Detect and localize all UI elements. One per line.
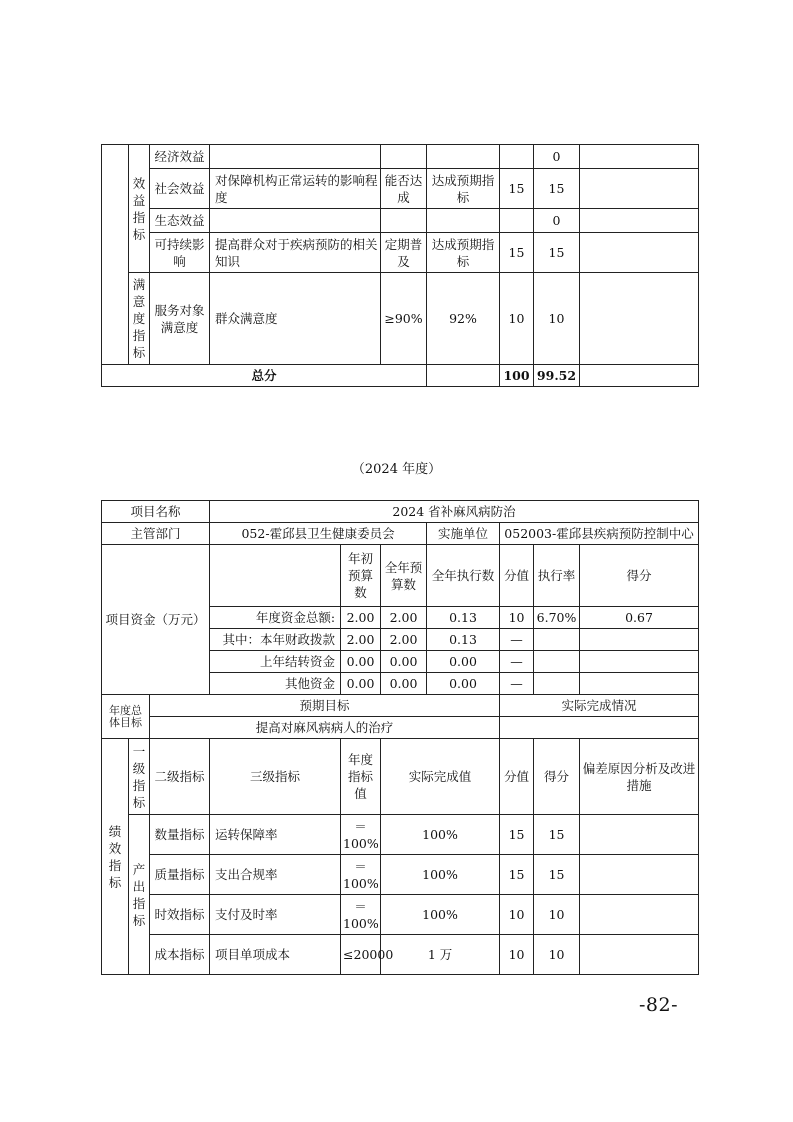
l2-indicator: 服务对象满意度 [150, 273, 210, 365]
actual-value: 100% [381, 815, 500, 855]
score-value: 10 [534, 273, 580, 365]
funds-label: 项目资金（万元） [102, 545, 210, 695]
score-value: 10 [534, 935, 580, 975]
l2-indicator: 社会效益 [150, 169, 210, 209]
funds-start: 0.00 [341, 651, 381, 673]
funds-full: 2.00 [381, 629, 427, 651]
goal-expected-label: 预期目标 [150, 695, 500, 717]
funds-score [580, 673, 699, 695]
score-value: 15 [534, 815, 580, 855]
l3-indicator [210, 145, 381, 169]
weight-value: 10 [500, 935, 534, 975]
performance-table-2024 [101, 500, 699, 975]
l2-indicator: 质量指标 [150, 855, 210, 895]
remark-value [580, 935, 699, 975]
perf-indicator-label: 绩 效 指 标 [102, 739, 129, 975]
remark-value [580, 233, 699, 273]
score-header: 得分 [580, 545, 699, 607]
blank-cell [580, 365, 699, 387]
weight-header: 分值 [500, 545, 534, 607]
score-header: 得分 [534, 739, 580, 815]
benefit-indicator-label: 效 益 指 标 [129, 145, 150, 273]
score-value: 15 [534, 169, 580, 209]
target-value: ≥90% [381, 273, 427, 365]
table-row [102, 501, 699, 523]
l2-indicator: 数量指标 [150, 815, 210, 855]
l3-indicator [210, 209, 381, 233]
l3-indicator: 项目单项成本 [210, 935, 341, 975]
funds-score [580, 629, 699, 651]
remark-value [580, 855, 699, 895]
funds-weight: — [500, 629, 534, 651]
weight-value [500, 145, 534, 169]
blank-cell [102, 145, 129, 365]
remark-value [580, 169, 699, 209]
funds-weight: — [500, 651, 534, 673]
remark-value [580, 815, 699, 855]
table-row [102, 815, 699, 855]
table-row [102, 739, 699, 815]
funds-row-label: 其中：本年财政拨款 [210, 629, 341, 651]
l3-indicator: 对保障机构正常运转的影响程度 [210, 169, 381, 209]
impl-label: 实施单位 [427, 523, 500, 545]
satisfaction-indicator-label: 满 意 度 指 标 [129, 273, 150, 365]
funds-full: 2.00 [381, 607, 427, 629]
weight-value: 10 [500, 895, 534, 935]
l2-header: 二级指标 [150, 739, 210, 815]
funds-exec: 0.13 [427, 629, 500, 651]
l2-indicator: 成本指标 [150, 935, 210, 975]
table-row [102, 935, 699, 975]
year-caption: （2024 年度） [351, 462, 442, 477]
funds-start: 2.00 [341, 607, 381, 629]
remark-header: 偏差原因分析及改进措施 [580, 739, 699, 815]
weight-value: 15 [500, 855, 534, 895]
funds-full: 0.00 [381, 651, 427, 673]
total-score: 99.52 [534, 365, 580, 387]
goal-actual [500, 717, 699, 739]
funds-score: 0.67 [580, 607, 699, 629]
target-value [381, 145, 427, 169]
actual-value: 1 万 [381, 935, 500, 975]
total-label: 总分 [102, 365, 427, 387]
funds-row-label: 其他资金 [210, 673, 341, 695]
score-value: 15 [534, 233, 580, 273]
table-row [102, 855, 699, 895]
weight-value [500, 209, 534, 233]
funds-weight: — [500, 673, 534, 695]
target-value: 能否达成 [381, 169, 427, 209]
table-row [102, 695, 699, 717]
target-value: ＝100% [341, 895, 381, 935]
executed-header: 全年执行数 [427, 545, 500, 607]
dept-label: 主管部门 [102, 523, 210, 545]
actual-value [427, 209, 500, 233]
table-row [102, 145, 699, 169]
score-value: 15 [534, 855, 580, 895]
l1-header: 一 级 指 标 [129, 739, 150, 815]
budget-start-header: 年初预算数 [341, 545, 381, 607]
goal-expected: 提高对麻风病病人的治疗 [150, 717, 500, 739]
target-value [381, 209, 427, 233]
weight-value: 15 [500, 815, 534, 855]
goal-actual-label: 实际完成情况 [500, 695, 699, 717]
remark-value [580, 145, 699, 169]
funds-row-label: 上年结转资金 [210, 651, 341, 673]
dept-value: 052-霍邱县卫生健康委员会 [210, 523, 427, 545]
table-row [102, 545, 699, 607]
funds-exec: 0.00 [427, 651, 500, 673]
table-row [102, 169, 699, 209]
blank-cell [210, 545, 341, 607]
impl-value: 052003-霍邱县疾病预防控制中心 [500, 523, 699, 545]
l2-indicator: 经济效益 [150, 145, 210, 169]
funds-rate: 6.70% [534, 607, 580, 629]
l3-indicator: 支出合规率 [210, 855, 341, 895]
actual-value [427, 145, 500, 169]
project-name: 2024 省补麻风病防治 [210, 501, 699, 523]
weight-value: 10 [500, 273, 534, 365]
remark-value [580, 209, 699, 233]
funds-rate [534, 651, 580, 673]
funds-exec: 0.00 [427, 673, 500, 695]
funds-rate [534, 673, 580, 695]
funds-start: 0.00 [341, 673, 381, 695]
l2-indicator: 时效指标 [150, 895, 210, 935]
total-row [102, 365, 699, 387]
l2-indicator: 生态效益 [150, 209, 210, 233]
project-name-label: 项目名称 [102, 501, 210, 523]
actual-value: 100% [381, 855, 500, 895]
score-value: 0 [534, 209, 580, 233]
weight-value: 15 [500, 169, 534, 209]
blank-cell [427, 365, 500, 387]
target-value: ＝100% [341, 855, 381, 895]
funds-weight: 10 [500, 607, 534, 629]
table-row [102, 209, 699, 233]
funds-row-label: 年度资金总额: [210, 607, 341, 629]
actual-value: 92% [427, 273, 500, 365]
l3-indicator: 提高群众对于疾病预防的相关知识 [210, 233, 381, 273]
rate-header: 执行率 [534, 545, 580, 607]
target-value: ≤20000 [341, 935, 381, 975]
page-number: -82- [639, 994, 679, 1016]
funds-score [580, 651, 699, 673]
target-header: 年度指标值 [341, 739, 381, 815]
remark-value [580, 895, 699, 935]
score-value: 10 [534, 895, 580, 935]
table-row [102, 233, 699, 273]
l3-indicator: 群众满意度 [210, 273, 381, 365]
target-value: 定期普及 [381, 233, 427, 273]
funds-exec: 0.13 [427, 607, 500, 629]
l3-indicator: 运转保障率 [210, 815, 341, 855]
l3-indicator: 支付及时率 [210, 895, 341, 935]
actual-value: 达成预期指标 [427, 233, 500, 273]
l3-header: 三级指标 [210, 739, 341, 815]
l2-indicator: 可持续影响 [150, 233, 210, 273]
score-value: 0 [534, 145, 580, 169]
actual-value: 达成预期指标 [427, 169, 500, 209]
remark-value [580, 273, 699, 365]
target-value: ＝100% [341, 815, 381, 855]
funds-start: 2.00 [341, 629, 381, 651]
actual-header: 实际完成值 [381, 739, 500, 815]
weight-header: 分值 [500, 739, 534, 815]
performance-table-continued [101, 144, 699, 387]
weight-value: 15 [500, 233, 534, 273]
actual-value: 100% [381, 895, 500, 935]
annual-goal-label: 年度总体目标 [102, 695, 150, 739]
table-row [102, 717, 699, 739]
table-row [102, 895, 699, 935]
funds-rate [534, 629, 580, 651]
output-indicator-label: 产 出 指 标 [129, 815, 150, 975]
funds-full: 0.00 [381, 673, 427, 695]
total-weight: 100 [500, 365, 534, 387]
table-row [102, 273, 699, 365]
table-row [102, 523, 699, 545]
budget-full-header: 全年预算数 [381, 545, 427, 607]
